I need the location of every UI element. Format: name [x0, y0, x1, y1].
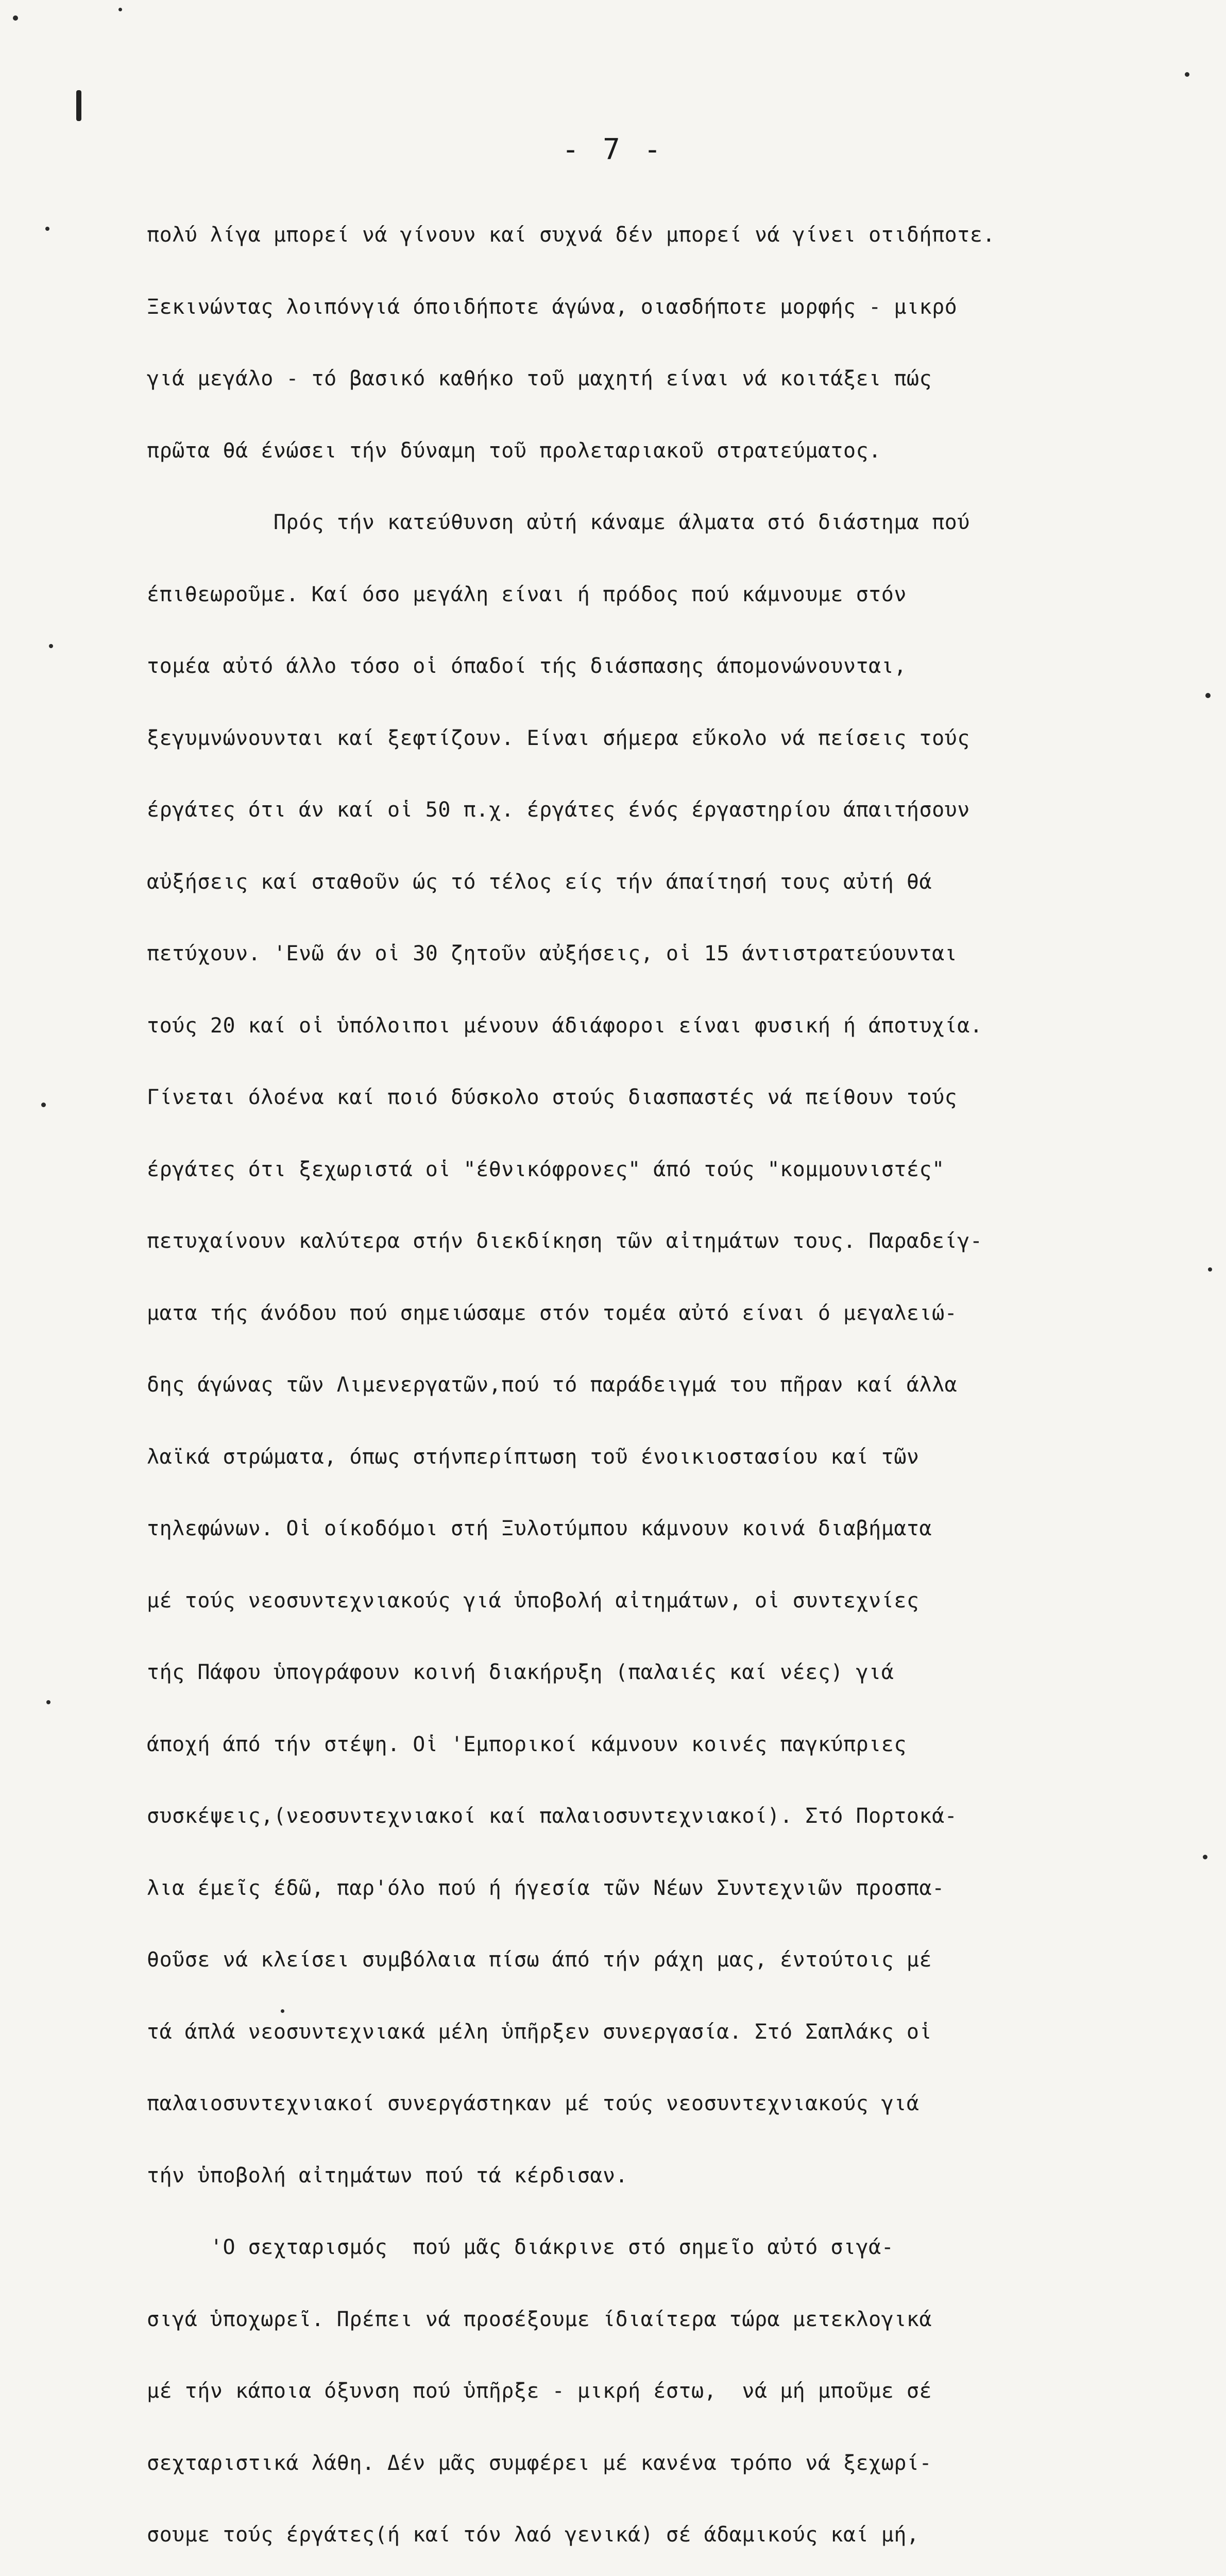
- text-line: τηλεφώνων. Οἱ οίκοδόμοι στή Ξυλοτύμπου κάμνουν κοινά διαβήματα: [147, 1517, 932, 1540]
- text-line: τομέα αὐτό άλλο τόσο οἱ όπαδοί τής διάσπασης άπομονώνουνται,: [147, 654, 907, 678]
- text-line: παλαιοσυντεχνιακοί συνεργάστηκαν μέ τούς νεοσυντεχνιακούς γιά: [147, 2092, 919, 2115]
- scan-speck: [118, 8, 122, 11]
- text-line: Ξεκινώντας λοιπόνγιά όποιδήποτε άγώνα, οιασδήποτε μορφής - μικρό: [147, 295, 958, 319]
- text-line: Γίνεται όλοένα καί ποιό δύσκολο στούς διασπαστές νά πείθουν τούς: [147, 1086, 958, 1109]
- text-line: 'Ο σεχταρισμός πού μᾶς διάκρινε στό σημεῖο αὐτό σιγά-: [147, 2235, 894, 2259]
- text-line: λαϊκά στρώματα, όπως στήνπερίπτωση τοῦ ένοικιοστασίου καί τῶν: [147, 1445, 919, 1469]
- text-line: έπιθεωροῦμε. Καί όσο μεγάλη είναι ή πρόδος πού κάμνουμε στόν: [147, 582, 907, 606]
- text-line: μέ τήν κάποια όξυνση πού ὑπῆρξε - μικρή έστω, νά μή μποῦμε σέ: [147, 2379, 932, 2403]
- text-line: συσκέψεις,(νεοσυντεχνιακοί καί παλαιοσυντεχνιακοί). Στό Πορτοκά-: [147, 1804, 958, 1828]
- text-line: τά άπλά νεοσυντεχνιακά μέλη ὑπῆρξεν συνεργασία. Στό Σαπλάκς οἱ: [147, 2020, 932, 2044]
- text-line: ξεγυμνώνουνται καί ξεφτίζουν. Είναι σήμερα εὔκολο νά πείσεις τούς: [147, 726, 970, 750]
- scan-speck: [13, 15, 18, 21]
- text-line: γιά μεγάλο - τό βασικό καθήκο τοῦ μαχητή είναι νά κοιτάξει πώς: [147, 367, 932, 391]
- text-line: αὐξήσεις καί σταθοῦν ώς τό τέλος είς τήν άπαίτησή τους αὐτή θά: [147, 870, 932, 894]
- scan-speck: [1203, 1855, 1207, 1859]
- scan-speck: [45, 227, 49, 231]
- text-line: πετύχουν. 'Ενῶ άν οἱ 30 ζητοῦν αὐξήσεις, οἱ 15 άντιστρατεύουνται: [147, 942, 958, 965]
- text-line: Πρός τήν κατεύθυνση αὐτή κάναμε άλματα στό διάστημα πού: [147, 511, 970, 534]
- text-line: σεχταριστικά λάθη. Δέν μᾶς συμφέρει μέ κανένα τρόπο νά ξεχωρί-: [147, 2451, 932, 2475]
- text-line: θοῦσε νά κλείσει συμβόλαια πίσω άπό τήν ράχη μας, έντούτοις μέ: [147, 1948, 932, 1972]
- text-line: λια έμεῖς έδῶ, παρ'όλο πού ή ήγεσία τῶν Νέων Συντεχνιῶν προσπα-: [147, 1876, 945, 1900]
- text-line: έργάτες ότι ξεχωριστά οἱ "έθνικόφρονες" άπό τούς "κομμουνιστές": [147, 1157, 945, 1181]
- text-line: πολύ λίγα μπορεί νά γίνουν καί συχνά δέν μπορεί νά γίνει οτιδήποτε.: [147, 223, 995, 247]
- scan-speck: [1205, 693, 1211, 698]
- text-line: τούς 20 καί οἱ ὑπόλοιποι μένουν άδιάφοροι είναι φυσική ή άποτυχία.: [147, 1013, 983, 1038]
- text-line: σουμε τούς έργάτες(ή καί τόν λαό γενικά) σέ άδαμικούς καί μή,: [147, 2523, 919, 2547]
- scan-speck: [49, 644, 53, 648]
- text-line: σιγά ὑποχωρεῖ. Πρέπει νά προσέξουμε ίδιαίτερα τώρα μετεκλογικά: [147, 2307, 932, 2331]
- text-line: δης άγώνας τῶν Λιμενεργατῶν,πού τό παράδειγμά του πῆραν καί άλλα: [147, 1373, 958, 1397]
- text-line: ματα τής άνόδου πού σημειώσαμε στόν τομέα αὐτό είναι ό μεγαλειώ-: [147, 1301, 958, 1325]
- scan-speck: [1208, 1267, 1212, 1272]
- text-line: άποχή άπό τήν στέψη. Οἱ 'Εμπορικοί κάμνουν κοινές παγκύπριες: [147, 1732, 907, 1756]
- scan-speck: [41, 1103, 46, 1107]
- text-line: τήν ὑποβολή αἰτημάτων πού τά κέρδισαν.: [147, 2163, 628, 2188]
- text-line: έργάτες ότι άν καί οἱ 50 π.χ. έργάτες ένός έργαστηρίου άπαιτήσουν: [147, 798, 970, 822]
- scan-speck: [46, 1700, 50, 1704]
- page-number: - 7 -: [561, 133, 665, 166]
- typewritten-body: [147, 175, 1203, 2576]
- punch-hole-mark: [76, 90, 81, 121]
- text-line: πετυχαίνουν καλύτερα στήν διεκδίκηση τῶν αἰτημάτων τους. Παραδείγ-: [147, 1229, 983, 1253]
- text-line: τής Πάφου ὑπογράφουν κοινή διακήρυξη (παλαιές καί νέες) γιά: [147, 1660, 894, 1684]
- text-line: πρῶτα θά ένώσει τήν δύναμη τοῦ προλεταριακοῦ στρατεύματος.: [147, 438, 881, 463]
- scan-speck: [1185, 72, 1189, 77]
- text-line: μέ τούς νεοσυντεχνιακούς γιά ὑποβολή αἰτημάτων, οἱ συντεχνίες: [147, 1588, 919, 1613]
